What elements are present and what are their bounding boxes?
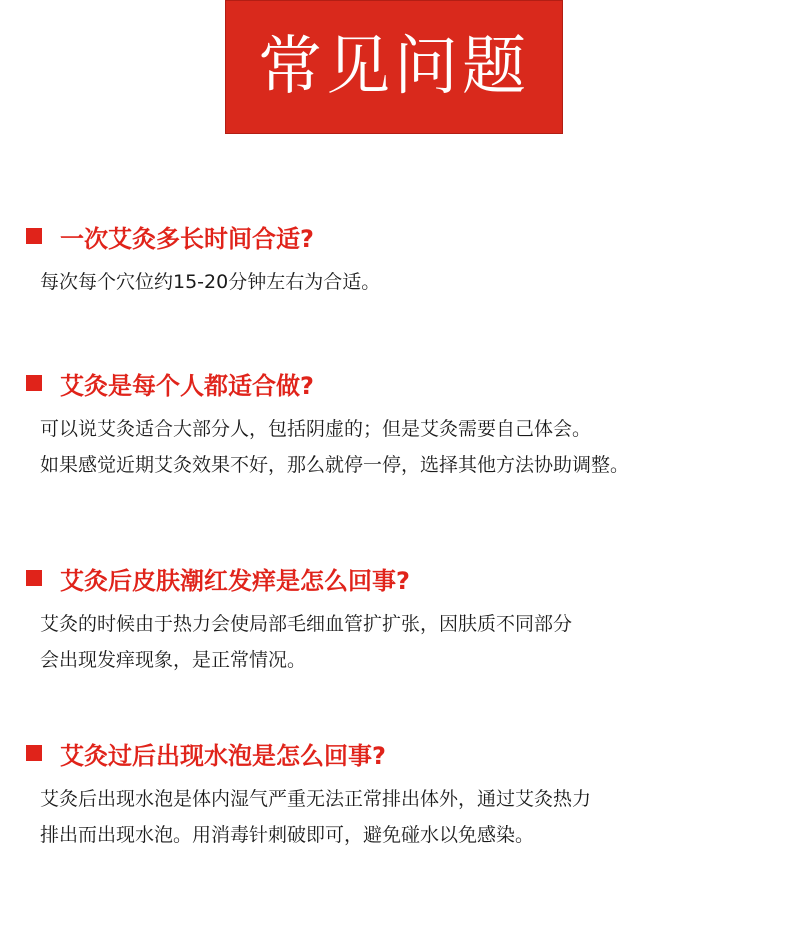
faq-answer-line: 如果感觉近期艾灸效果不好，那么就停一停，选择其他方法协助调整。 xyxy=(40,454,630,476)
bullet-square-icon xyxy=(26,228,42,244)
bullet-square-icon xyxy=(26,570,42,586)
faq-question: 艾灸后皮肤潮红发痒是怎么回事? xyxy=(60,566,410,595)
faq-answer-line: 可以说艾灸适合大部分人，包括阴虚的；但是艾灸需要自己体会。 xyxy=(40,418,592,440)
faq-answer-line: 艾灸的时候由于热力会使局部毛细血管扩扩张，因肤质不同部分 xyxy=(40,613,573,635)
bullet-square-icon xyxy=(26,375,42,391)
faq-answer xyxy=(26,411,766,483)
faq-question-row xyxy=(26,363,766,403)
faq-item-itching xyxy=(26,558,766,678)
faq-question-row xyxy=(26,733,766,773)
faq-question: 艾灸是每个人都适合做? xyxy=(60,371,314,400)
bullet-square-icon xyxy=(26,745,42,761)
faq-answer-line: 每次每个穴位约15-20分钟左右为合适。 xyxy=(40,271,381,293)
faq-answer-line: 会出现发痒现象，是正常情况。 xyxy=(40,649,307,671)
faq-item-blisters xyxy=(26,733,766,853)
faq-item-duration xyxy=(26,216,766,300)
page-title-banner xyxy=(225,0,563,134)
faq-question-row xyxy=(26,558,766,598)
faq-answer-line: 排出而出现水泡。用消毒针刺破即可，避免碰水以免感染。 xyxy=(40,824,535,846)
faq-answer xyxy=(26,781,766,853)
faq-answer xyxy=(26,264,766,300)
faq-question-row xyxy=(26,216,766,256)
faq-question: 一次艾灸多长时间合适? xyxy=(60,224,314,253)
faq-answer xyxy=(26,606,766,678)
faq-answer-line: 艾灸后出现水泡是体内湿气严重无法正常排出体外，通过艾灸热力 xyxy=(40,788,592,810)
page-title: 常见问题 xyxy=(258,30,530,104)
faq-question: 艾灸过后出现水泡是怎么回事? xyxy=(60,741,386,770)
faq-item-suitability xyxy=(26,363,766,483)
